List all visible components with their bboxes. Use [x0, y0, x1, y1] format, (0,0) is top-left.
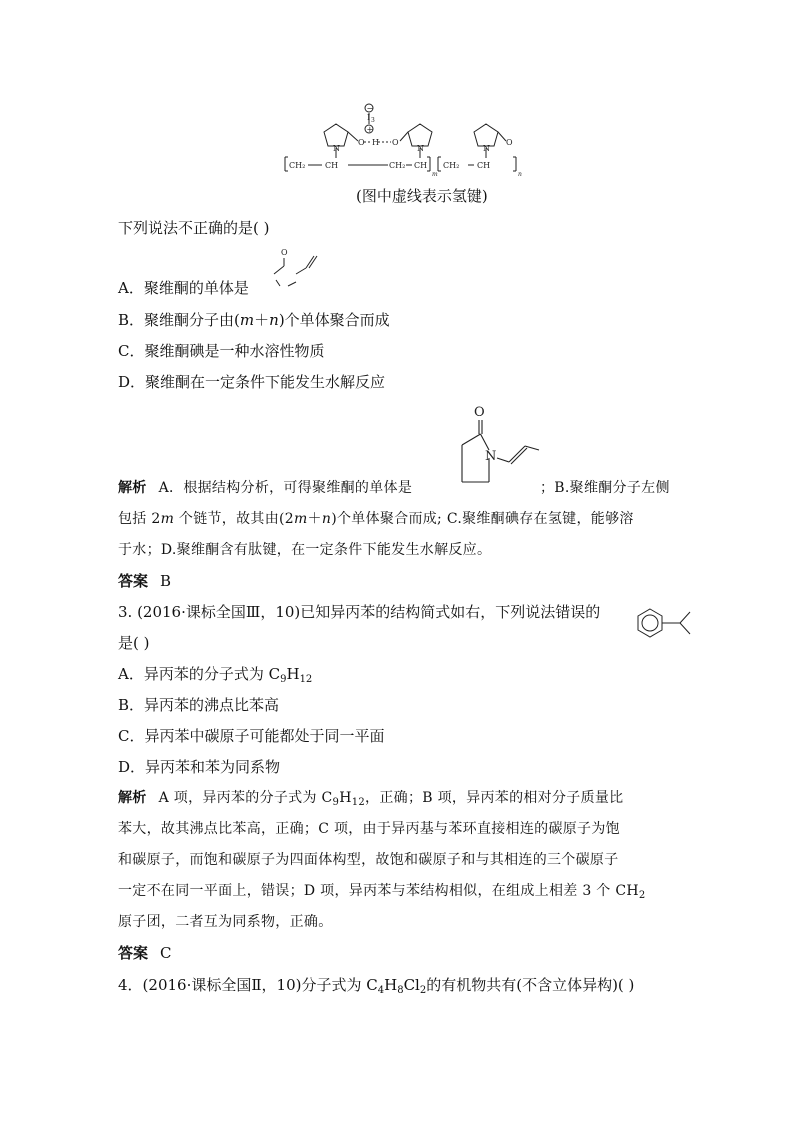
q2-analysis-line2-b: 个链节，故其由(2: [174, 511, 294, 527]
q3-analysis-tag: 解析: [118, 790, 147, 806]
q4-stem-h: H: [384, 976, 398, 994]
atom-o-3: O: [506, 138, 513, 147]
q2-analysis-line2-plus: ＋: [307, 511, 322, 527]
q3-answer-tag: 答案: [118, 944, 149, 962]
atom-n-1: N: [333, 144, 340, 153]
q4-stem-cl-sub: 2: [419, 985, 427, 996]
ch-right: CH: [477, 161, 491, 170]
q2-analysis-line1: [118, 478, 674, 498]
charge-plus: +: [366, 125, 374, 134]
q3-option-c: C．异丙苯中碳原子可能都处于同一平面: [118, 727, 385, 745]
q3-option-a-c-sub: 9: [280, 674, 287, 685]
q2-analysis-line3: 于水；D.聚维酮含有肽键，在一定条件下能发生水解反应。: [118, 542, 492, 558]
q3-analysis-line2: 苯大，故其沸点比苯高，正确；C 项，由于异丙基与苯环直接相连的碳原子为饱: [118, 821, 620, 837]
q2-analysis-line2-m2: m: [293, 511, 308, 527]
charge-minus: −: [366, 104, 374, 113]
ch2-left: CH₂: [289, 161, 306, 170]
q3-analysis-line4-a: 一定不在同一平面上，错误；D 项，异丙苯与苯结构相似，在组成上相差 3 个 CH: [118, 883, 639, 899]
q3-option-a: [118, 664, 678, 684]
q3-option-a-h-sub: 12: [299, 674, 313, 685]
q3-analysis-line1-h: H: [339, 790, 352, 806]
q3-analysis-line3: 和碳原子，而饱和碳原子为四面体构型，故饱和碳原子和与其相连的三个碳原子: [118, 852, 619, 868]
q4-stem-h-sub: 8: [397, 985, 404, 996]
q3-option-b: B．异丙苯的沸点比苯高: [118, 696, 280, 714]
q3-stem-line2: 是( ): [118, 634, 150, 652]
q3-answer: [118, 943, 678, 963]
q3-option-d: D．异丙苯和苯为同系物: [118, 758, 281, 776]
q2-analysis-line2-m: m: [160, 511, 175, 527]
q4-stem-cl: Cl: [403, 976, 420, 994]
q3-analysis-line4: [118, 881, 674, 901]
q2-stem: 下列说法不正确的是( ): [118, 219, 270, 237]
q2-analysis-line1-b: ；B.聚维酮分子左侧: [540, 480, 670, 496]
q3-analysis-line1-a: A 项，异丙苯的分子式为 C: [158, 790, 333, 806]
q3-analysis-line1-b: ，正确；B 项，异丙苯的相对分子质量比: [365, 790, 624, 806]
atom-o-1: O: [358, 138, 365, 147]
q3-answer-value: C: [160, 944, 172, 962]
q3-option-a-prefix: A．异丙苯的分子式为 C: [118, 665, 281, 683]
q3-analysis-line1-h-sub: 12: [351, 797, 366, 808]
atom-n-3: N: [483, 144, 490, 153]
iodine-subscript: 3: [371, 117, 375, 124]
q2-option-a: [118, 278, 678, 298]
q2-answer-tag: 答案: [118, 572, 149, 590]
q2-analysis-tag: 解析: [118, 480, 147, 496]
atom-o-2: O: [392, 138, 399, 147]
subscript-m: m: [432, 171, 438, 178]
q2-option-b-plus: ＋: [254, 311, 270, 329]
q2-answer-value: B: [160, 572, 172, 590]
isopropylbenzene-structure: [632, 604, 702, 644]
q2-analysis-line2-n: n: [321, 511, 332, 527]
large-atom-n: N: [485, 449, 497, 464]
q2-analysis-line2: [118, 509, 674, 529]
q3-option-a-h: H: [286, 665, 300, 683]
q3-analysis-line4-sub: 2: [638, 890, 646, 901]
q4-stem: [118, 975, 678, 995]
q2-option-b-n: n: [269, 311, 279, 329]
q2-option-b-suffix: )个单体聚合而成: [278, 311, 390, 329]
q2-option-d: D．聚维酮在一定条件下能发生水解反应: [118, 373, 386, 391]
q2-option-b-m: m: [239, 311, 255, 329]
vinylpyrrolidone-structure-small: [262, 246, 326, 292]
q2-answer: [118, 571, 678, 591]
large-atom-o: O: [474, 405, 485, 420]
q2-analysis-line1-a: A．根据结构分析，可得聚维酮的单体是: [158, 480, 413, 496]
polyvinylpyrrolidone-iodine-structure: [278, 100, 538, 180]
q3-analysis-line5: 原子团，二者互为同系物，正确。: [118, 914, 333, 930]
ch2-mid: CH₂: [389, 161, 406, 170]
q3-stem-line1: 3. (2016·课标全国Ⅲ，10)已知异丙苯的结构简式如右，下列说法错误的: [118, 603, 601, 621]
q3-analysis-line1-c-sub: 9: [332, 797, 340, 808]
q2-option-b-prefix: B．聚维酮分子由(: [118, 311, 240, 329]
q2-option-c: C．聚维酮碘是一种水溶性物质: [118, 342, 325, 360]
q4-stem-a: 4．(2016·课标全国Ⅱ，10)分子式为 C: [118, 976, 378, 994]
ch-left: CH: [325, 161, 339, 170]
q2-option-b: [118, 310, 678, 330]
q2-analysis-line2-a: 包括 2: [118, 511, 161, 527]
q2-analysis-line2-c: )个单体聚合而成; C.聚维酮碘存在氢键，能够溶: [331, 511, 634, 527]
subscript-n: n: [518, 171, 522, 178]
q2-option-a-text: A．聚维酮的单体是: [118, 279, 249, 297]
figure-caption: (图中虚线表示氢键): [356, 187, 488, 205]
q4-stem-b: 的有机物共有(不含立体异构)( ): [426, 976, 635, 994]
atom-i: I: [367, 113, 371, 122]
atom-n-2: N: [417, 144, 424, 153]
vinylpyrrolidone-structure-large: [455, 400, 545, 490]
atom-h: H: [372, 138, 379, 147]
ch2-right: CH₂: [443, 161, 460, 170]
q3-analysis-line1: [118, 788, 674, 808]
small-atom-o: O: [281, 248, 288, 257]
q4-stem-c-sub: 4: [377, 985, 385, 996]
ch-mid: CH: [414, 161, 428, 170]
